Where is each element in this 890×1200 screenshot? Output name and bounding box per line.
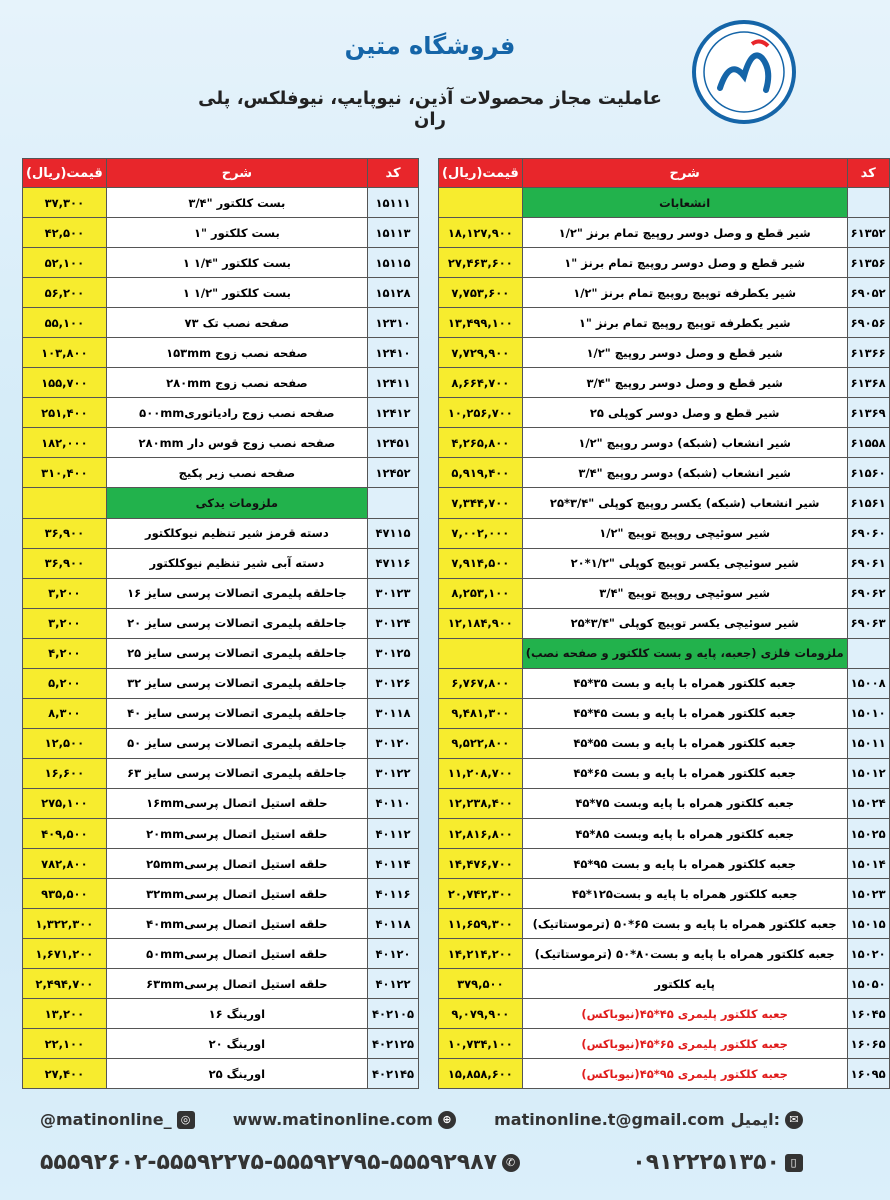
table-row [23,398,419,428]
item-code: ۱۵۰۱۴ [847,849,889,879]
table-row [23,758,419,788]
item-description: اورینگ ۱۶ [106,999,367,1029]
table-row [439,398,890,428]
instagram-item[interactable] [40,1110,200,1129]
item-price: ۱۰,۷۳۴,۱۰۰ [439,1029,523,1059]
table-row [23,939,419,969]
item-description: شیر قطع و وصل دوسر روپیچ تمام برنز "۱ [522,248,847,278]
phone-row [40,1150,808,1175]
item-price: ۷۸۲,۸۰۰ [23,849,107,879]
item-price: ۱۱,۶۵۹,۳۰۰ [439,909,523,939]
item-code [847,188,889,218]
item-description: جعبه کلکتور همراه با پایه و بست ۴۵*۴۵ [522,698,847,728]
item-price: ۱۰۳,۸۰۰ [23,338,107,368]
item-code: ۱۵۱۱۵ [368,248,419,278]
item-price: ۹,۵۲۲,۸۰۰ [439,728,523,758]
item-description: جعبه کلکتور همراه با پایه و بست۱۲۵*۴۵ [522,879,847,909]
item-description: شیر یکطرفه توپیچ روپیچ تمام برنز "۱/۲ [522,278,847,308]
item-price: ۶,۷۶۷,۸۰۰ [439,668,523,698]
table-row [23,518,419,548]
item-description: حلقه استیل اتصال پرسی۵۰mm [106,939,367,969]
item-price: ۷,۳۴۴,۷۰۰ [439,488,523,518]
item-price: ۴,۲۶۵,۸۰۰ [439,428,523,458]
item-price: ۲۷,۴۰۰ [23,1059,107,1089]
item-code: ۶۱۳۵۶ [847,248,889,278]
email-item[interactable] [494,1110,808,1129]
item-code: ۶۱۳۶۶ [847,338,889,368]
table-row [439,488,890,518]
item-price: ۴۲,۵۰۰ [23,218,107,248]
table-row [23,608,419,638]
contact-row [40,1110,808,1129]
item-description: شیر یکطرفه توپیچ روپیچ تمام برنز "۱ [522,308,847,338]
item-code: ۱۵۰۱۲ [847,758,889,788]
table-row [439,608,890,638]
table-row [439,969,890,999]
item-code: ۱۵۰۱۱ [847,728,889,758]
item-code: ۳۰۱۲۶ [368,668,419,698]
contact-footer [0,1098,848,1200]
item-code: ۳۰۱۱۸ [368,698,419,728]
item-description: حلقه استیل اتصال پرسی۱۶mm [106,788,367,818]
item-description: جاحلقه پلیمری اتصالات پرسی سایز ۴۰ [106,698,367,728]
item-description: شیر سوئیچی یکسر توپیچ کوپلی "۱/۲*۲۰ [522,548,847,578]
item-description: شیر سوئیچی روپیچ توپیچ "۳/۴ [522,578,847,608]
item-price: ۱۰,۲۵۶,۷۰۰ [439,398,523,428]
item-description: جاحلقه پلیمری اتصالات پرسی سایز ۵۰ [106,728,367,758]
item-description: صفحه نصب زوج رادیاتوری۵۰۰mm [106,398,367,428]
item-code: ۶۹۰۶۲ [847,578,889,608]
item-code: ۴۰۱۱۰ [368,788,419,818]
item-code [847,638,889,668]
item-price: ۲۵۱,۴۰۰ [23,398,107,428]
table-row [23,969,419,999]
table-row [23,368,419,398]
item-code: ۶۱۳۶۹ [847,398,889,428]
right-price-table [438,158,890,1089]
item-description: حلقه استیل اتصال پرسی۲۰mm [106,818,367,848]
item-price: ۵,۲۰۰ [23,668,107,698]
item-description: شیر انشعاب (شبکه) دوسر روپیچ "۱/۲ [522,428,847,458]
item-description: جاحلقه پلیمری اتصالات پرسی سایز ۲۰ [106,608,367,638]
table-row [23,428,419,458]
item-code: ۱۲۳۱۰ [368,308,419,338]
item-description: صفحه نصب تک ۷۳ [106,308,367,338]
table-row [23,909,419,939]
mobile-number: ۰۹۱۲۲۲۵۱۳۵۰ [632,1150,780,1175]
item-description: دسته آبی شیر تنظیم نیوکلکتور [106,548,367,578]
item-price: ۱۲,۸۱۶,۸۰۰ [439,818,523,848]
item-code: ۱۵۰۵۰ [847,969,889,999]
table-row [23,458,419,488]
item-code: ۱۵۰۲۳ [847,879,889,909]
item-price: ۱۴,۲۱۴,۲۰۰ [439,939,523,969]
page-header [0,0,848,150]
item-price: ۸,۶۶۴,۷۰۰ [439,368,523,398]
item-description: جعبه کلکتور همراه با پایه و بست ۶۵*۵۰ (ترموستاتیک) [522,909,847,939]
item-price: ۱۲,۵۰۰ [23,728,107,758]
item-price: ۸,۳۰۰ [23,698,107,728]
item-code: ۱۲۴۵۲ [368,458,419,488]
item-price: ۱۲,۱۸۴,۹۰۰ [439,608,523,638]
item-code: ۱۵۰۰۸ [847,668,889,698]
table-row [23,548,419,578]
mobile-item[interactable] [632,1150,808,1175]
landline-numbers: ۵۵۵۹۲۶۰۲-۵۵۵۹۲۲۷۵-۵۵۵۹۲۷۹۵-۵۵۵۹۲۹۸۷ [40,1150,498,1175]
item-code: ۴۰۲۱۴۵ [368,1059,419,1089]
item-code: ۴۰۱۱۸ [368,909,419,939]
item-code: ۴۰۱۲۰ [368,939,419,969]
item-price: ۱۸۲,۰۰۰ [23,428,107,458]
item-description: اورینگ ۲۵ [106,1059,367,1089]
section-title: ملزومات فلزی (جعبه، پایه و بست کلکتور و صفحه نصب) [522,638,847,668]
item-description: شیر قطع و وصل دوسر کوپلی ۲۵ [522,398,847,428]
item-description: جعبه کلکتور همراه با پایه و بست ۵۵*۴۵ [522,728,847,758]
table-row [23,278,419,308]
item-description: بست کلکتور "۱/۲ ۱ [106,278,367,308]
item-code: ۱۵۰۲۰ [847,939,889,969]
item-price: ۷,۹۱۴,۵۰۰ [439,548,523,578]
item-description: شیر سوئیچی یکسر توپیچ کوپلی "۳/۴*۲۵ [522,608,847,638]
item-price: ۷,۰۰۲,۰۰۰ [439,518,523,548]
item-code: ۶۱۳۶۸ [847,368,889,398]
item-description: شیر انشعاب (شبکه) یکسر روپیچ کوپلی "۳/۴*۲۵ [522,488,847,518]
item-price: ۲۷,۴۶۳,۶۰۰ [439,248,523,278]
table-row [439,758,890,788]
item-description: صفحه نصب زیر پکیج [106,458,367,488]
item-price: ۴,۲۰۰ [23,638,107,668]
table-row [23,728,419,758]
table-row [439,248,890,278]
item-code: ۳۰۱۲۴ [368,608,419,638]
item-description: شیر قطع و وصل دوسر روپیچ "۳/۴ [522,368,847,398]
item-price: ۱۳,۴۹۹,۱۰۰ [439,308,523,338]
item-price: ۱۴,۴۷۶,۷۰۰ [439,849,523,879]
item-price: ۹۳۵,۵۰۰ [23,879,107,909]
item-price: ۱۲,۲۳۸,۴۰۰ [439,788,523,818]
table-row [23,338,419,368]
item-description: جاحلقه پلیمری اتصالات پرسی سایز ۶۳ [106,758,367,788]
item-code: ۳۰۱۲۰ [368,728,419,758]
item-code: ۱۲۴۱۰ [368,338,419,368]
table-row [439,578,890,608]
item-code: ۶۹۰۶۳ [847,608,889,638]
item-price: ۲۰,۷۴۲,۳۰۰ [439,879,523,909]
item-price: ۸,۲۵۳,۱۰۰ [439,578,523,608]
section-row [439,638,890,668]
item-description: جعبه کلکتور همراه با پایه وبست ۸۵*۴۵ [522,818,847,848]
item-description: حلقه استیل اتصال پرسی۴۰mm [106,909,367,939]
item-price: ۳۶,۹۰۰ [23,548,107,578]
desc-header: شرح [106,159,367,188]
item-price: ۱۱,۲۰۸,۷۰۰ [439,758,523,788]
item-description: صفحه نصب زوج ۲۸۰mm [106,368,367,398]
instagram-handle: @matinonline_ [40,1110,172,1129]
table-row [439,548,890,578]
item-price: ۵,۹۱۹,۴۰۰ [439,458,523,488]
item-description: شیر سوئیچی روپیچ توپیچ "۱/۲ [522,518,847,548]
table-row [23,218,419,248]
item-description: شیر قطع و وصل دوسر روپیچ "۱/۲ [522,338,847,368]
item-code: ۱۲۴۱۱ [368,368,419,398]
item-price: ۳,۲۰۰ [23,578,107,608]
item-description: حلقه استیل اتصال پرسی۲۵mm [106,849,367,879]
item-price: ۲۷۵,۱۰۰ [23,788,107,818]
item-description: حلقه استیل اتصال پرسی۳۲mm [106,879,367,909]
item-description: صفحه نصب زوج قوس دار ۲۸۰mm [106,428,367,458]
item-description: جاحلقه پلیمری اتصالات پرسی سایز ۱۶ [106,578,367,608]
table-row [23,248,419,278]
item-price: ۳۷,۳۰۰ [23,188,107,218]
item-description: صفحه نصب زوج ۱۵۳mm [106,338,367,368]
table-row [439,849,890,879]
item-description: جاحلقه پلیمری اتصالات پرسی سایز ۲۵ [106,638,367,668]
item-code: ۴۰۱۱۲ [368,818,419,848]
table-row [439,368,890,398]
table-row [23,698,419,728]
item-code: ۱۶۰۴۵ [847,999,889,1029]
table-row [439,999,890,1029]
item-description: شیر انشعاب (شبکه) دوسر روپیچ "۳/۴ [522,458,847,488]
matinonline-logo [690,18,798,126]
item-code: ۱۵۰۲۵ [847,818,889,848]
item-description: جاحلقه پلیمری اتصالات پرسی سایز ۳۲ [106,668,367,698]
item-price: ۷,۷۵۳,۶۰۰ [439,278,523,308]
item-code: ۱۵۱۲۸ [368,278,419,308]
item-description: بست کلکتور "۱ [106,218,367,248]
item-price: ۱۵,۸۵۸,۶۰۰ [439,1059,523,1089]
table-row [439,818,890,848]
table-row [439,909,890,939]
item-price: ۳,۲۰۰ [23,608,107,638]
item-code: ۶۱۵۶۱ [847,488,889,518]
item-description: دسته قرمز شیر تنظیم نیوکلکتور [106,518,367,548]
table-row [23,879,419,909]
item-description: پایه کلکتور [522,969,847,999]
item-code: ۳۰۱۲۵ [368,638,419,668]
table-row [439,939,890,969]
table-row [23,668,419,698]
item-description: جعبه کلکتور پلیمری ۴۵*۴۵(نیوباکس) [522,999,847,1029]
item-price: ۴۰۹,۵۰۰ [23,818,107,848]
item-description: جعبه کلکتور همراه با پایه و بست ۶۵*۴۵ [522,758,847,788]
item-code: ۴۷۱۱۶ [368,548,419,578]
item-code: ۱۶۰۶۵ [847,1029,889,1059]
item-code: ۴۰۲۱۲۵ [368,1029,419,1059]
table-row [439,428,890,458]
desc-header: شرح [522,159,847,188]
item-description: جعبه کلکتور همراه با پایه وبست ۷۵*۴۵ [522,788,847,818]
instagram-icon: ◎ [177,1111,195,1129]
item-code: ۴۰۲۱۰۵ [368,999,419,1029]
item-code: ۱۶۰۹۵ [847,1059,889,1089]
table-row [23,638,419,668]
item-price: ۲۲,۱۰۰ [23,1029,107,1059]
page-title: فروشگاه متین [344,32,516,60]
table-row [439,218,890,248]
item-price: ۱,۳۲۲,۳۰۰ [23,909,107,939]
item-description: اورینگ ۲۰ [106,1029,367,1059]
item-price: ۵۵,۱۰۰ [23,308,107,338]
item-code: ۱۵۰۲۴ [847,788,889,818]
phone-icon: ✆ [502,1154,520,1172]
item-price: ۷,۷۲۹,۹۰۰ [439,338,523,368]
item-price: ۹,۰۷۹,۹۰۰ [439,999,523,1029]
section-row [23,488,419,518]
item-code: ۶۹۰۵۶ [847,308,889,338]
table-row [439,308,890,338]
item-code: ۶۹۰۶۰ [847,518,889,548]
item-price [439,638,523,668]
table-row [439,278,890,308]
table-row [439,728,890,758]
item-code: ۱۲۴۱۲ [368,398,419,428]
section-row [439,188,890,218]
table-row [439,338,890,368]
item-price: ۳۱۰,۴۰۰ [23,458,107,488]
item-code: ۶۹۰۶۱ [847,548,889,578]
item-code: ۴۰۱۲۲ [368,969,419,999]
item-code: ۴۰۱۱۶ [368,879,419,909]
price-header: قیمت(ریال) [439,159,523,188]
item-code: ۶۱۵۵۸ [847,428,889,458]
table-row [439,788,890,818]
code-header: کد [368,159,419,188]
item-price: ۱۸,۱۲۷,۹۰۰ [439,218,523,248]
item-code [368,488,419,518]
mobile-icon: ▯ [785,1154,803,1172]
globe-icon: ⊕ [438,1111,456,1129]
item-code: ۳۰۱۲۲ [368,758,419,788]
item-code: ۱۵۱۱۱ [368,188,419,218]
website-url: www.matinonline.com [232,1110,433,1129]
item-price: ۱۵۵,۷۰۰ [23,368,107,398]
table-row [23,1029,419,1059]
item-description: جعبه کلکتور همراه با پایه و بست ۹۵*۴۵ [522,849,847,879]
table-row [439,698,890,728]
table-row [439,668,890,698]
item-price: ۱۳,۲۰۰ [23,999,107,1029]
table-row [23,849,419,879]
item-code: ۴۷۱۱۵ [368,518,419,548]
item-price [439,188,523,218]
section-title: ملزومات یدکی [106,488,367,518]
item-description: جعبه کلکتور همراه با پایه و بست۸۰*۵۰ (ترموستاتیک) [522,939,847,969]
table-row [23,788,419,818]
table-row [23,188,419,218]
item-price: ۲,۴۹۴,۷۰۰ [23,969,107,999]
item-code: ۶۱۵۶۰ [847,458,889,488]
phones-item[interactable] [40,1150,525,1175]
table-row [23,578,419,608]
email-address: matinonline.t@gmail.com [494,1110,725,1129]
item-price: ۹,۴۸۱,۳۰۰ [439,698,523,728]
item-price: ۳۶,۹۰۰ [23,518,107,548]
mail-icon: ✉ [785,1111,803,1129]
email-label: ایمیل: [730,1110,780,1129]
item-price: ۳۷۹,۵۰۰ [439,969,523,999]
item-price: ۱۶,۶۰۰ [23,758,107,788]
item-description: شیر قطع و وصل دوسر روپیچ تمام برنز "۱/۲ [522,218,847,248]
item-description: بست کلکتور "۱/۴ ۱ [106,248,367,278]
page-subtitle: عاملیت مجاز محصولات آذین، نیوپایپ، نیوفلکس، پلی ران [198,88,662,130]
table-row [23,308,419,338]
table-row [439,1059,890,1089]
item-description: جعبه کلکتور پلیمری ۶۵*۴۵(نیوباکس) [522,1029,847,1059]
item-description: حلقه استیل اتصال پرسی۶۳mm [106,969,367,999]
table-row [439,879,890,909]
item-price [23,488,107,518]
item-price: ۵۶,۲۰۰ [23,278,107,308]
table-row [23,1059,419,1089]
item-code: ۱۵۱۱۳ [368,218,419,248]
table-row [439,1029,890,1059]
table-row [439,518,890,548]
item-description: بست کلکتور "۳/۴ [106,188,367,218]
item-code: ۱۵۰۱۵ [847,909,889,939]
code-header: کد [847,159,889,188]
left-price-table [22,158,419,1089]
table-row [23,999,419,1029]
item-code: ۳۰۱۲۳ [368,578,419,608]
item-description: جعبه کلکتور همراه با پایه و بست ۳۵*۴۵ [522,668,847,698]
item-code: ۱۵۰۱۰ [847,698,889,728]
item-code: ۶۹۰۵۲ [847,278,889,308]
item-code: ۴۰۱۱۴ [368,849,419,879]
table-row [439,458,890,488]
item-description: جعبه کلکتور پلیمری ۹۵*۴۵(نیوباکس) [522,1059,847,1089]
item-price: ۵۲,۱۰۰ [23,248,107,278]
table-row [23,818,419,848]
item-price: ۱,۶۷۱,۲۰۰ [23,939,107,969]
item-code: ۶۱۳۵۲ [847,218,889,248]
item-code: ۱۲۴۵۱ [368,428,419,458]
price-header: قیمت(ریال) [23,159,107,188]
website-item[interactable] [233,1110,461,1129]
section-title: انشعابات [522,188,847,218]
